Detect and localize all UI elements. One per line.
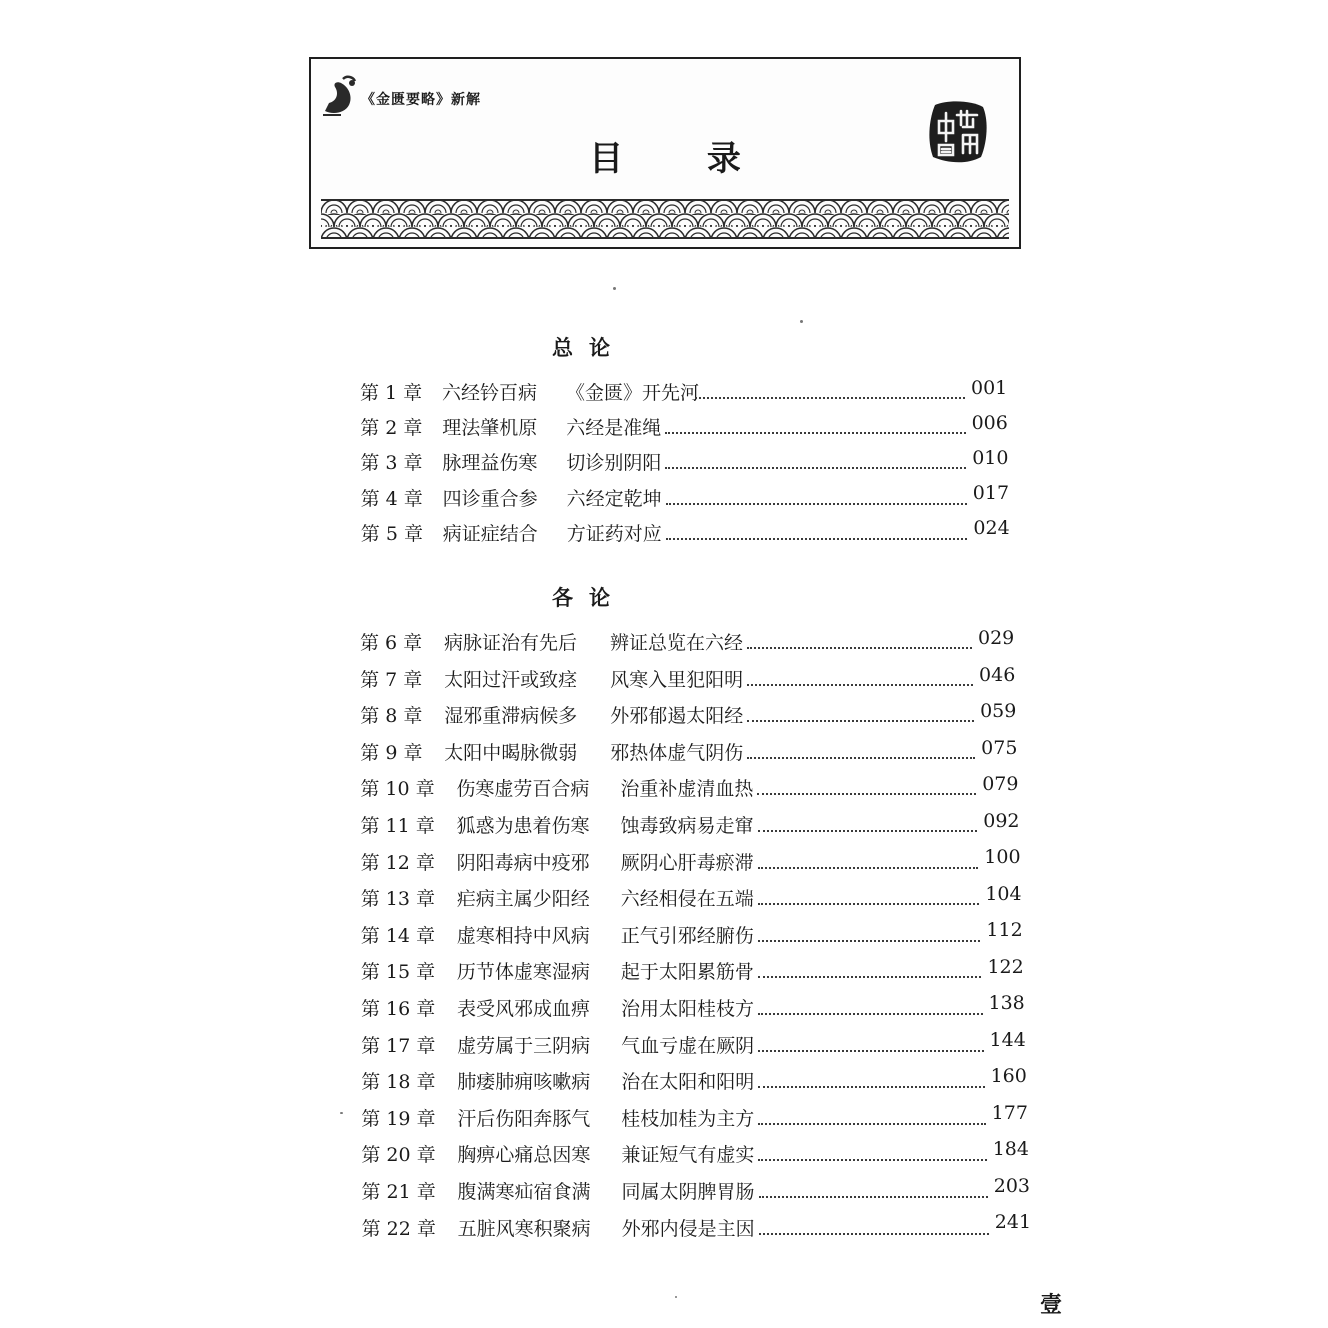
dot-leader [758, 1050, 983, 1052]
page-number: 122 [987, 955, 1024, 978]
page-number: 100 [984, 846, 1021, 869]
chapter-number: 第 15 章 [360, 961, 436, 984]
chapter-number: 第 6 章 [360, 632, 423, 654]
chapter-title-part2: 起于太阳累筋骨 [620, 961, 754, 984]
dot-leader [758, 830, 978, 832]
chapter-title-part1: 病证症结合 [442, 522, 538, 545]
dot-leader [665, 467, 966, 469]
dot-leader [758, 1159, 986, 1161]
chapter-title-part2: 治在太阳和阳明 [621, 1071, 755, 1094]
lamp-ornament-icon [319, 73, 359, 117]
dot-leader [747, 684, 973, 686]
toc-entry[interactable] [361, 519, 1012, 549]
chapter-title-part1: 阴阳毒病中疫邪 [456, 851, 590, 874]
toc-entry[interactable] [360, 378, 1009, 408]
chapter-number: 第 17 章 [361, 1034, 436, 1057]
chapter-title-part2: 正气引邪经腑伤 [620, 924, 754, 947]
chapter-title-part1: 疟病主属少阳经 [456, 888, 590, 911]
scan-speck [340, 1112, 343, 1114]
page-number: 184 [992, 1138, 1029, 1161]
toc-entry[interactable] [361, 921, 1025, 951]
book-title: 《金匮要略》新解 [361, 92, 481, 108]
chapter-title-part1: 胸痹心痛总因寒 [457, 1144, 591, 1167]
page-number: 112 [986, 919, 1023, 942]
chapter-number: 第 21 章 [361, 1181, 436, 1203]
decorative-wave-band [321, 199, 1009, 239]
dot-leader [758, 1086, 984, 1088]
chapter-title-part1: 太阳过汗或致痉 [444, 668, 578, 691]
chapter-title-part2: 《金匮》开先河 [566, 382, 700, 404]
dot-leader [666, 503, 967, 505]
page-number: 160 [990, 1065, 1027, 1088]
toc-entry[interactable] [361, 884, 1024, 914]
chapter-number: 第 19 章 [361, 1107, 436, 1130]
chapter-number: 第 5 章 [360, 522, 423, 545]
dot-leader [747, 720, 974, 722]
chapter-title-part2: 六经定乾坤 [566, 487, 662, 510]
page-number: 024 [973, 517, 1010, 540]
chapter-title-part2: 厥阴心肝毒瘀滞 [620, 851, 754, 874]
header-frame [309, 57, 1021, 249]
chapter-title-part1: 虚劳属于三阴病 [457, 1034, 591, 1057]
chapter-title-part2: 邪热体虚气阴伤 [610, 741, 744, 764]
toc-entry[interactable] [361, 811, 1022, 841]
chapter-number: 第 12 章 [360, 851, 435, 874]
dot-leader [759, 1233, 989, 1235]
chapter-title-part2: 外邪内侵是主因 [621, 1217, 755, 1240]
chapter-title-part2: 蚀毒致病易走窜 [620, 815, 754, 837]
page-number: 017 [972, 482, 1010, 505]
toc-entry[interactable] [361, 1067, 1028, 1097]
page-number: 144 [989, 1028, 1026, 1051]
chapter-title-part2: 兼证短气有虚实 [621, 1144, 755, 1167]
chapter-title-part1: 表受风邪成血痹 [457, 998, 591, 1020]
chapter-title-part1: 病脉证治有先后 [444, 632, 578, 654]
dot-leader [758, 903, 980, 905]
chapter-title-part2: 气血亏虚在厥阴 [621, 1034, 755, 1057]
dot-leader [758, 1123, 985, 1125]
chapter-title-part1: 脉理益伤寒 [442, 452, 538, 475]
chapter-number: 第 8 章 [360, 705, 423, 728]
dot-leader [757, 793, 976, 795]
page-number: 075 [981, 736, 1018, 759]
chapter-title-part1: 伤寒虚劳百合病 [456, 778, 590, 801]
chapter-number: 第 11 章 [360, 815, 435, 837]
page-number: 059 [980, 700, 1017, 723]
toc-entry[interactable] [360, 413, 1009, 443]
chapter-number: 第 20 章 [361, 1144, 436, 1167]
page-title: 目 录 [589, 139, 777, 179]
chapter-number: 第 2 章 [360, 417, 423, 440]
page-number: 046 [979, 663, 1016, 686]
page-number: 029 [978, 627, 1015, 649]
toc-entry[interactable] [360, 448, 1010, 478]
chapter-title-part1: 湿邪重滞病候多 [444, 705, 578, 728]
page-number: 001 [971, 377, 1008, 399]
chapter-title-part2: 六经相侵在五端 [620, 888, 754, 911]
chapter-title-part2: 六经是准绳 [566, 417, 662, 440]
page-number: 092 [983, 809, 1020, 832]
section-title-general: 总论 [552, 335, 626, 360]
scan-speck [613, 287, 616, 290]
page-number: 177 [991, 1101, 1028, 1124]
chapter-title-part2: 治重补虚清血热 [620, 778, 754, 801]
chapter-title-part1: 四诊重合参 [442, 487, 538, 510]
chapter-title-part1: 历节体虚寒湿病 [456, 961, 590, 984]
page-number: 010 [972, 447, 1009, 470]
page-number: 138 [988, 992, 1025, 1015]
chapter-number: 第 4 章 [360, 487, 423, 510]
page-folio: 壹 [1040, 1292, 1063, 1318]
dot-leader [759, 1196, 988, 1198]
chapter-number: 第 1 章 [360, 382, 423, 404]
chapter-title-part2: 辨证总览在六经 [610, 632, 744, 654]
chapter-number: 第 10 章 [360, 778, 435, 801]
toc-entry[interactable] [361, 1101, 1029, 1134]
dot-leader [666, 538, 968, 540]
toc-entry[interactable] [361, 1140, 1030, 1170]
chapter-number: 第 22 章 [361, 1217, 436, 1240]
dot-leader [747, 647, 972, 649]
page-number: 104 [985, 882, 1022, 905]
dot-leader [695, 397, 965, 399]
dot-leader [758, 1013, 983, 1015]
chapter-number: 第 13 章 [360, 888, 435, 911]
toc-entry[interactable] [360, 738, 1019, 768]
chapter-title-part1: 太阳中暍脉微弱 [444, 741, 578, 764]
toc-entry[interactable] [360, 774, 1020, 804]
chapter-title-part2: 同属太阴脾胃肠 [621, 1181, 755, 1203]
page-number: 006 [971, 412, 1008, 435]
toc-entry[interactable] [361, 484, 1011, 514]
toc-entry[interactable] [360, 665, 1017, 695]
chapter-number: 第 18 章 [361, 1071, 436, 1094]
chapter-title-part2: 风寒入里犯阳明 [610, 668, 744, 691]
scan-speck [675, 1296, 677, 1298]
toc-entry[interactable] [361, 994, 1027, 1024]
page-number: 079 [982, 773, 1019, 796]
chapter-title-part2: 桂枝加桂为主方 [621, 1107, 755, 1130]
section-title-specific: 各论 [552, 585, 626, 610]
chapter-number: 第 9 章 [360, 741, 423, 764]
page-number: 241 [994, 1211, 1032, 1234]
chapter-title-part1: 虚寒相持中风病 [456, 924, 590, 947]
toc-entry[interactable] [361, 848, 1023, 878]
dot-leader [747, 757, 975, 759]
chapter-title-part2: 外邪郁遏太阳经 [610, 705, 744, 728]
toc-entry[interactable] [360, 701, 1018, 731]
toc-entry[interactable] [361, 1211, 1033, 1244]
chapter-title-part1: 狐惑为患着伤寒 [456, 815, 590, 837]
chapter-title-part1: 五脏风寒积聚病 [457, 1217, 591, 1240]
chapter-title-part2: 切诊别阴阳 [566, 452, 662, 475]
chapter-number: 第 3 章 [360, 452, 423, 475]
chapter-number: 第 7 章 [360, 668, 423, 691]
toc-entry[interactable] [360, 628, 1016, 658]
chapter-title-part1: 肺痿肺痈咳嗽病 [457, 1071, 591, 1094]
chapter-title-part1: 理法肇机原 [442, 417, 538, 440]
chapter-title-part1: 汗后伤阳奔豚气 [457, 1107, 591, 1130]
chapter-title-part1: 六经钤百病 [442, 382, 538, 404]
dot-leader [758, 976, 982, 978]
dot-leader [665, 432, 965, 434]
chapter-number: 第 16 章 [361, 998, 436, 1020]
scan-speck [800, 320, 803, 323]
toc-entry[interactable] [361, 1174, 1032, 1207]
dot-leader [758, 867, 979, 869]
chapter-number: 第 14 章 [360, 924, 436, 947]
chapter-title-part2: 治用太阳桂枝方 [621, 998, 755, 1020]
chapter-title-part1: 腹满寒疝宿食满 [457, 1181, 591, 1203]
seal-stamp-icon [927, 99, 989, 165]
toc-entry[interactable] [361, 1028, 1027, 1061]
page-number: 203 [993, 1174, 1031, 1197]
toc-entry[interactable] [361, 957, 1026, 987]
chapter-title-part2: 方证药对应 [566, 522, 662, 545]
dot-leader [758, 940, 981, 942]
